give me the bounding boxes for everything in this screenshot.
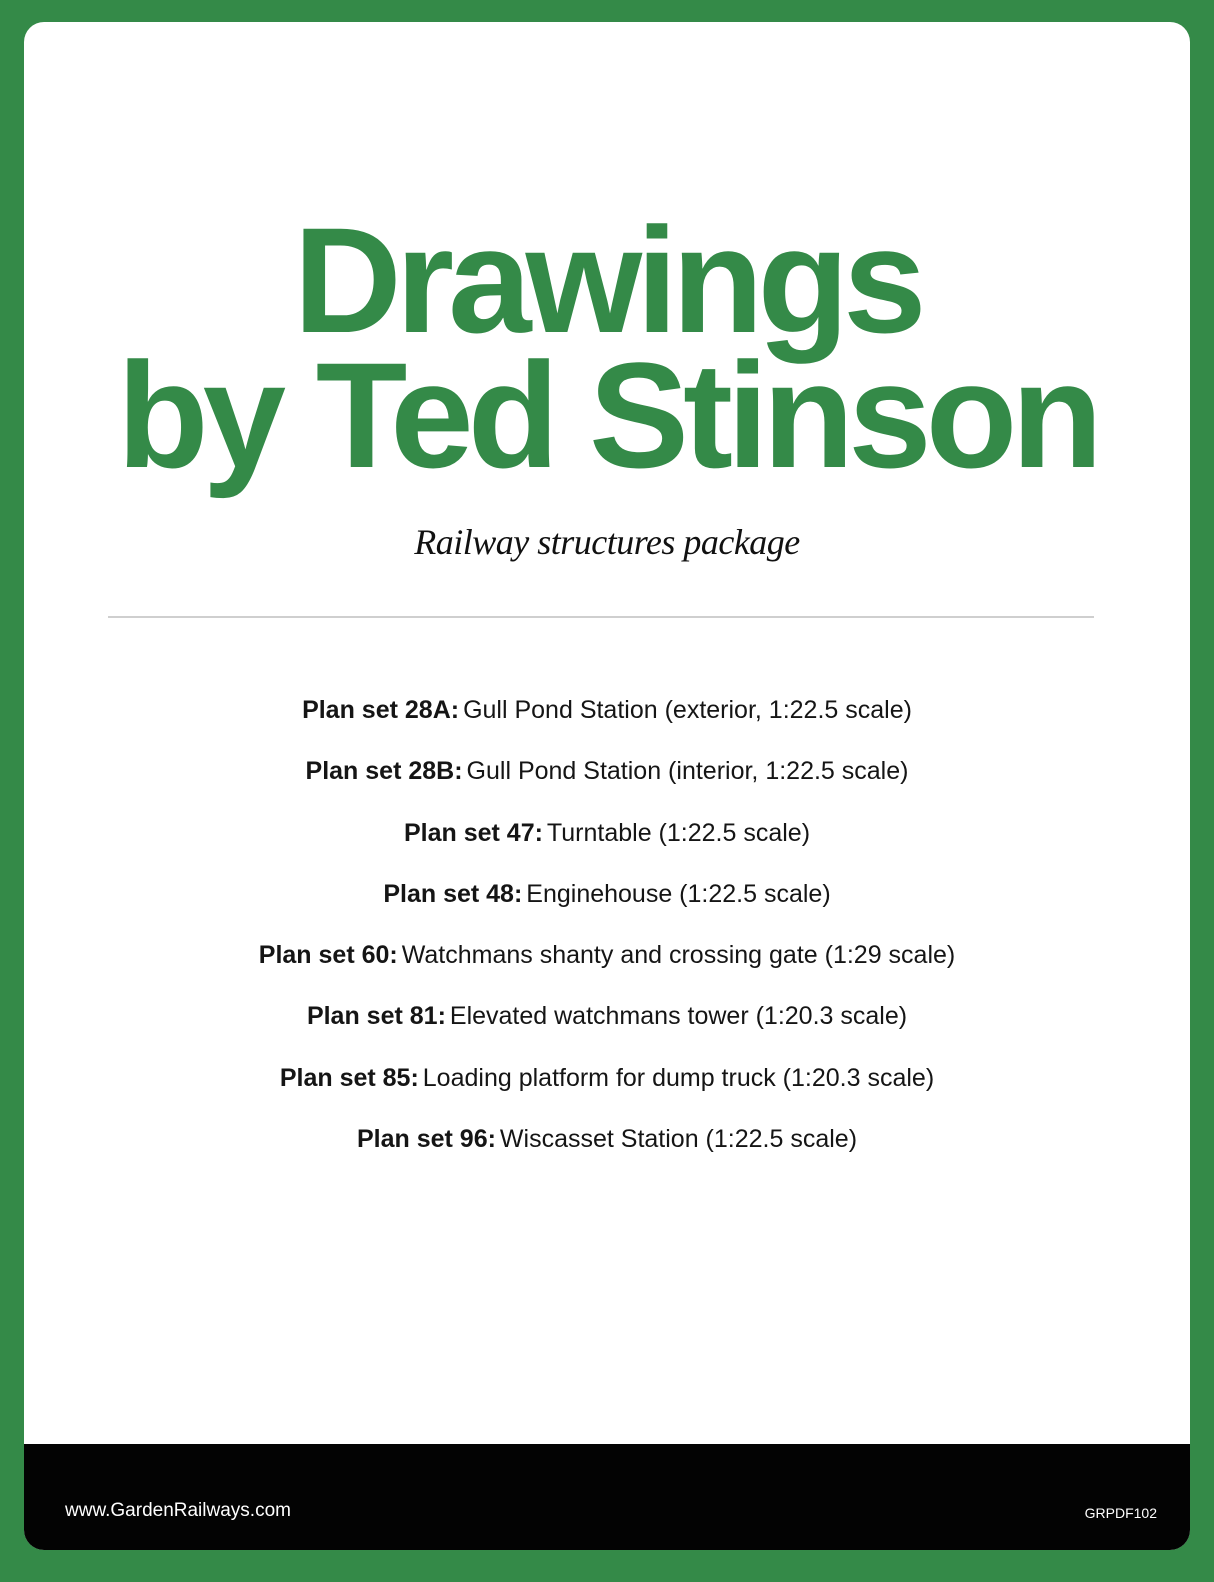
plan-description: Gull Pond Station (interior, 1:22.5 scale) — [466, 757, 909, 786]
plan-description: Elevated watchmans tower (1:20.3 scale) — [449, 1002, 908, 1031]
title-line-1: Drawings — [293, 196, 921, 364]
plan-label: Plan set 85: — [279, 1063, 419, 1092]
plan-item — [24, 1058, 1190, 1119]
plan-description: Wiscasset Station (1:22.5 scale) — [499, 1125, 858, 1154]
subtitle: Railway structures package — [414, 522, 800, 562]
plan-label: Plan set 60: — [258, 941, 398, 970]
plan-label: Plan set 48: — [383, 879, 523, 908]
plan-label: Plan set 81: — [306, 1002, 446, 1031]
divider — [108, 616, 1094, 618]
plan-label: Plan set 28A: — [302, 696, 460, 724]
plan-list — [24, 690, 1190, 1180]
plan-item — [24, 690, 1190, 751]
footer-bar — [24, 1444, 1190, 1550]
plan-item — [24, 813, 1190, 874]
plan-description: Watchmans shanty and crossing gate (1:29 scale) — [401, 941, 956, 970]
plan-item — [24, 1119, 1190, 1180]
plan-description: Enginehouse (1:22.5 scale) — [526, 879, 831, 908]
plan-item — [24, 935, 1190, 996]
title-line-2: by Ted Stinson — [117, 331, 1097, 499]
plan-item — [24, 996, 1190, 1057]
plan-label: Plan set 28B: — [305, 757, 463, 786]
plan-item — [24, 751, 1190, 812]
document-code: GRPDF102 — [1084, 1505, 1157, 1521]
document-page — [24, 22, 1190, 1550]
plan-item — [24, 874, 1190, 935]
plan-label: Plan set 96: — [356, 1125, 496, 1154]
plan-label: Plan set 47: — [403, 818, 543, 847]
website-link[interactable]: www.GardenRailways.com — [65, 1500, 291, 1521]
plan-description: Turntable (1:22.5 scale) — [546, 818, 811, 847]
plan-description: Loading platform for dump truck (1:20.3 scale) — [422, 1063, 935, 1092]
plan-description: Gull Pond Station (exterior, 1:22.5 scale) — [463, 696, 912, 724]
